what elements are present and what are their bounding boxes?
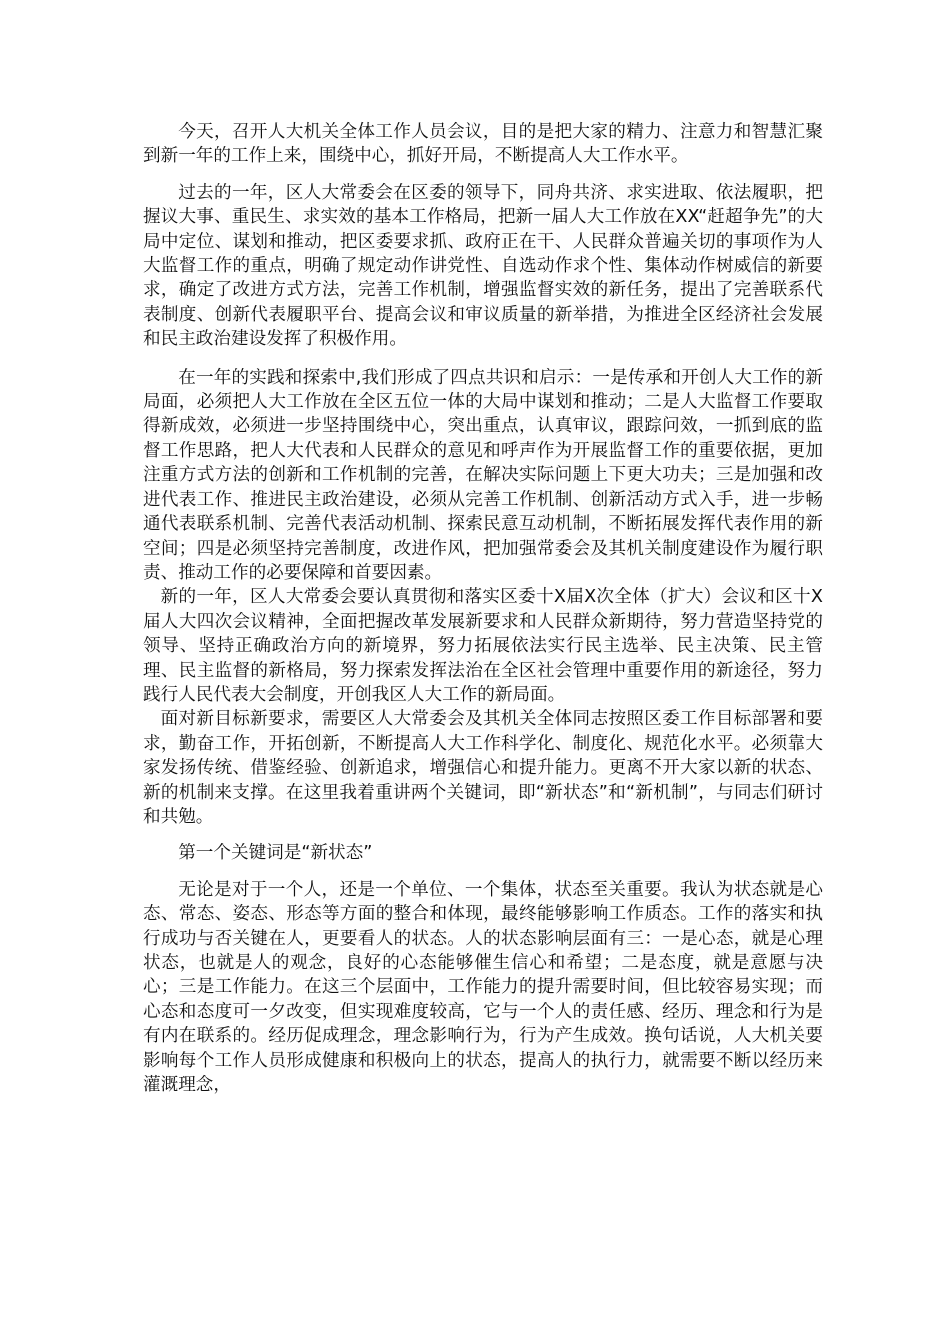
paragraph-consensus: 在一年的实践和探索中,我们形成了四点共识和启示：一是传承和开创人大工作的新局面，必须把人大工作放在全区五位一体的大局中谋划和推动；二是人大监督工作要取得新成效，必须进一步坚持围绕中心，突出重点，认真审议，跟踪问效，一抓到底的监督工作思路，把人大代表和人民群众的意见和呼声作为开展监督工作的重要依据，更加注重方式方法的创新和工作机制的完善，在解决实际问题上下更大功夫；三是加强和改进代表工作、推进民主政治建设，必须从完善工作机制、创新活动方式入手，进一步畅通代表联系机制、完善代表活动机制、探索民意互动机制，不断拓展发挥代表作用的新空间；四是必须坚持完善制度，改进作风，把加强常委会及其机关制度建设作为履行职责、推动工作的必要保障和首要因素。 [143,367,823,583]
paragraph-opening: 今天，召开人大机关全体工作人员会议，目的是把大家的精力、注意力和智慧汇聚到新一年的工作上来，围绕中心，抓好开局，不断提高人大工作水平。 [143,122,823,167]
paragraph-state: 无论是对于一个人，还是一个单位、一个集体，状态至关重要。我认为状态就是心态、常态、姿态、形态等方面的整合和体现，最终能够影响工作质态。工作的落实和执行成功与否关键在人，更要看人的状态。人的状态影响层面有三：一是心态，就是心理状态，也就是人的观念，良好的心态能够催生信心和希望；二是态度，就是意愿与决心；三是工作能力。在这三个层面中，工作能力的提升需要时间，但比较容易实现；而心态和态度可一夕改变，但实现难度较高，它与一个人的责任感、经历、理念和行为是有内在联系的。经历促成理念，理念影响行为，行为产生成效。换句话说，人大机关要影响每个工作人员形成健康和积极向上的状态，提高人的执行力，就需要不断以经历来灌溉理念， [143,879,823,1096]
section-heading-new-state: 第一个关键词是“新状态” [178,843,373,864]
document-page [143,120,823,1097]
paragraph-new-year: 新的一年，区人大常委会要认真贯彻和落实区委十Ⅹ届Ⅹ次全体（扩大）会议和区十Ⅹ届人大四次会议精神，全面把握改革发展新要求和人民群众新期待，努力营造坚持党的领导、坚持正确政治方向的新境界，努力拓展依法实行民主选举、民主决策、民主管理、民主监督的新格局，努力探索发挥法治在全区社会管理中重要作用的新途径，努力践行人民代表大会制度，开创我区人大工作的新局面。 [143,587,823,705]
paragraph-past-year: 过去的一年，区人大常委会在区委的领导下，同舟共济、求实进取、依法履职，把握议大事、重民生、求实效的基本工作格局，把新一届人大工作放在XX“赶超争先”的大局中定位、谋划和推动，把区委要求抓、政府正在干、人民群众普遍关切的事项作为人大监督工作的重点，明确了规定动作讲党性、自选动作求个性、集体动作树威信的新要求，确定了改进方式方法，完善工作机制，增强监督实效的新任务，提出了完善联系代表制度、创新代表履职平台、提高会议和审议质量的新举措，为推进全区经济社会发展和民主政治建设发挥了积极作用。 [143,182,823,350]
paragraph-new-goals: 面对新目标新要求，需要区人大常委会及其机关全体同志按照区委工作目标部署和要求，勤奋工作，开拓创新，不断提高人大工作科学化、制度化、规范化水平。必须靠大家发扬传统、借鉴经验、创新追求，增强信心和提升能力。更离不开大家以新的状态、新的机制来支撑。在这里我着重讲两个关键词，即“新状态”和“新机制”，与同志们研讨和共勉。 [143,709,823,827]
